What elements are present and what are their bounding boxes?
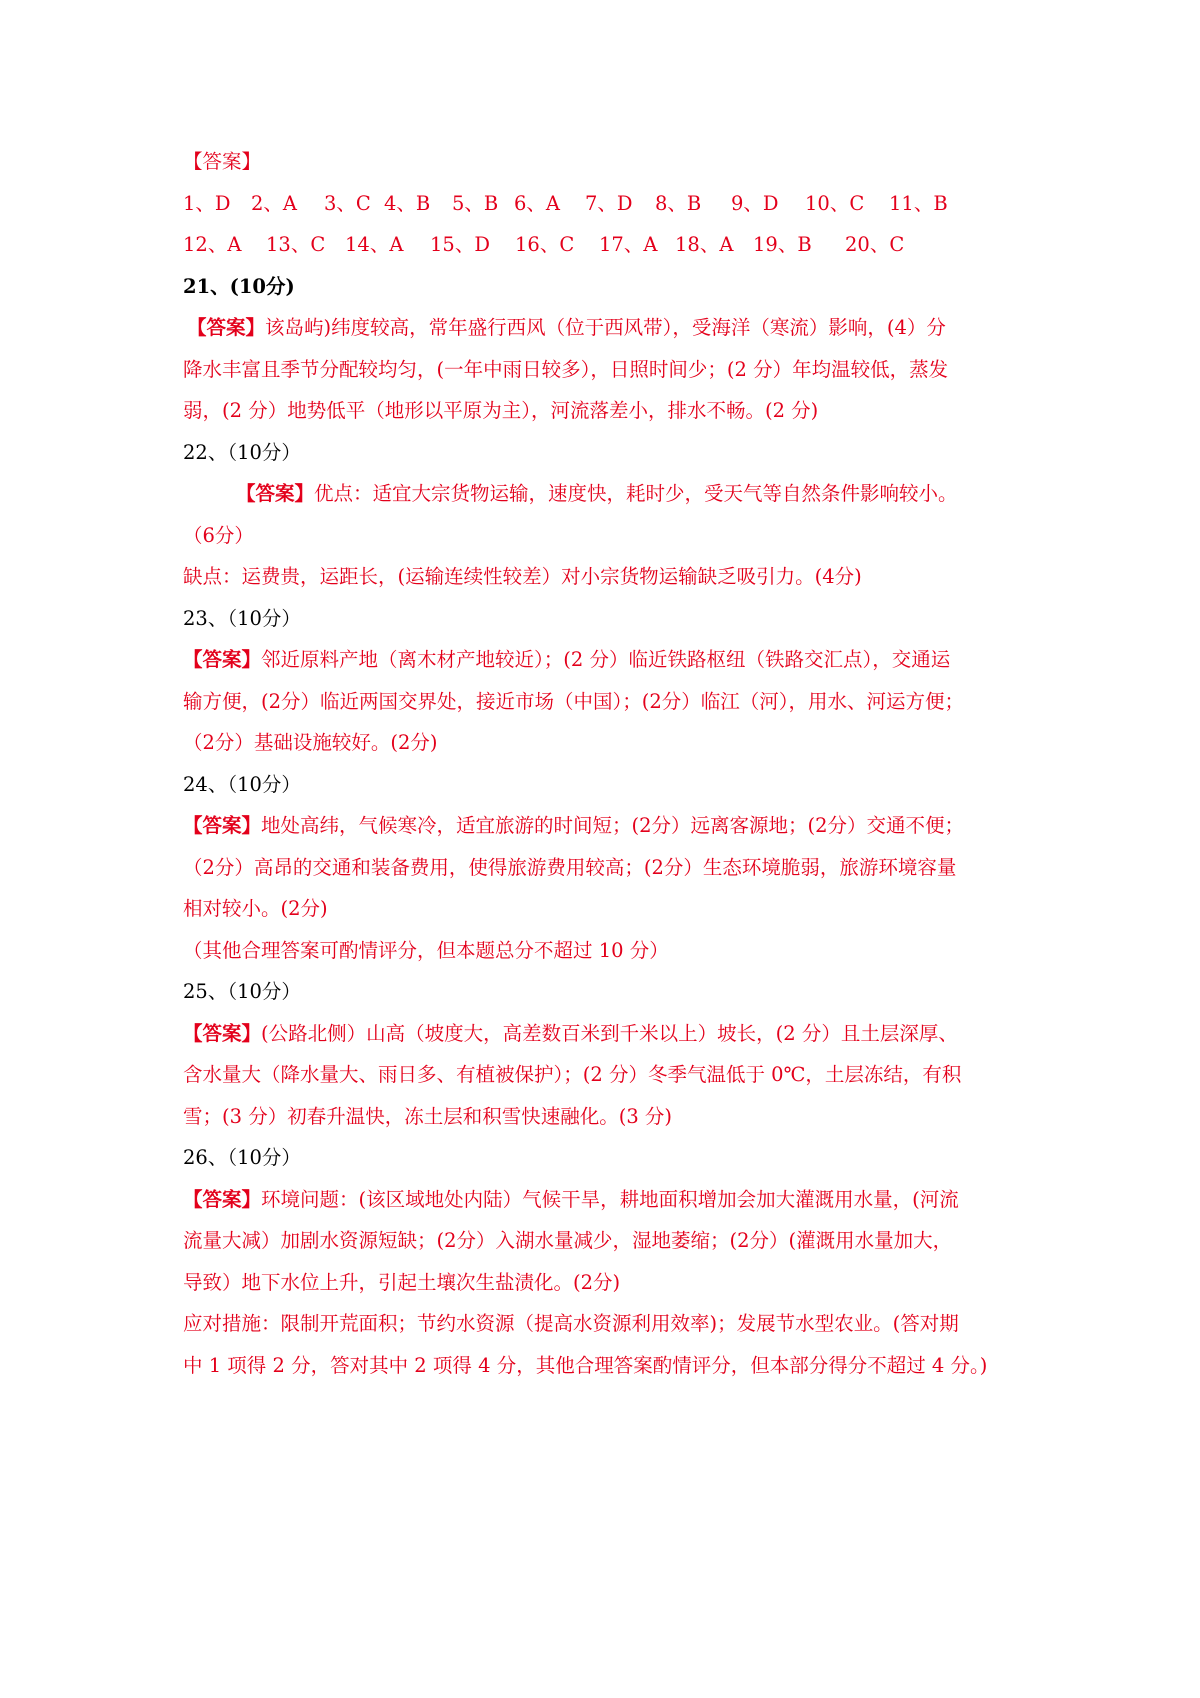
question-26-answer-line: 应对措施：限制开荒面积；节约水资源（提高水资源利用效率)；发展节水型农业。(答对期 xyxy=(183,1312,959,1335)
answer-text: 环境问题：(该区域地处内陆）气候干旱，耕地面积增加会加大灌溉用水量，(河流 xyxy=(261,1187,959,1211)
question-23-answer-line xyxy=(183,639,1033,681)
question-22-answer-line: （6分） xyxy=(183,523,254,547)
mc-answer: 7、D xyxy=(585,191,633,215)
question-24-note: （其他合理答案可酌情评分，但本题总分不超过 10 分） xyxy=(183,938,669,962)
answer-label: 【答案】 xyxy=(183,648,262,671)
question-24-answer-line: 相对较小。(2分) xyxy=(183,897,328,920)
question-24-answer-line: （2分）高昂的交通和装备费用，使得旅游费用较高；(2分）生态环境脆弱，旅游环境容量 xyxy=(183,855,957,879)
mc-answer: 4、B xyxy=(384,191,431,215)
question-22-answer-line: 缺点：运费贵，运距长，(运输连续性较差）对小宗货物运输缺乏吸引力。(4分) xyxy=(183,565,862,588)
question-25-title: 25、（10分） xyxy=(183,980,301,1003)
mc-answer: 13、C xyxy=(266,233,326,256)
answer-text: 地处高纬，气候寒冷，适宜旅游的时间短；(2分）远离客源地；(2分）交通不便； xyxy=(261,814,965,837)
mc-answer: 9、D xyxy=(731,191,779,215)
mc-answer: 6、A xyxy=(514,191,560,215)
answer-text: 邻近原料产地（离木材产地较近）；(2 分）临近铁路枢纽（铁路交汇点），交通运 xyxy=(261,648,951,671)
answer-label: 【答案】 xyxy=(236,482,315,505)
question-26-title: 26、（10分） xyxy=(183,1146,301,1169)
answer-document xyxy=(183,141,1033,1386)
question-24-title: 24、（10分） xyxy=(183,772,301,796)
question-22-title: 22、（10分） xyxy=(183,440,301,464)
question-26-answer-line: 导致）地下水位上升，引起土壤次生盐渍化。(2分) xyxy=(183,1270,621,1294)
mc-answer: 8、B xyxy=(655,191,702,215)
answer-text: (公路北侧）山高（坡度大，高差数百米到千米以上）坡长，(2 分）且土层深厚、 xyxy=(261,1021,958,1045)
mc-answer: 20、C xyxy=(845,233,905,256)
mc-answer: 5、B xyxy=(452,191,499,215)
mc-answer: 10、C xyxy=(805,191,865,215)
question-26-answer-line xyxy=(183,1179,1033,1221)
mc-answer: 2、A xyxy=(251,191,297,215)
question-21-answer-line xyxy=(183,307,1033,349)
mc-answer: 18、A xyxy=(675,233,734,256)
mc-answer: 17、A xyxy=(599,233,658,256)
mc-answer: 3、C xyxy=(324,191,371,215)
question-23-title: 23、（10分） xyxy=(183,606,301,630)
answer-label: 【答案】 xyxy=(183,1187,262,1211)
question-26-answer-line: 流量大减）加剧水资源短缺；(2分）入湖水量减少，湿地萎缩；(2分）(灌溉用水量加大， xyxy=(183,1229,953,1252)
mc-answers-row-2 xyxy=(183,224,1033,266)
question-26-answer-line: 中 1 项得 2 分，答对其中 2 项得 4 分，其他合理答案酌情评分，但本部分得分不超过 4 分。) xyxy=(183,1353,988,1377)
answer-text: 优点：适宜大宗货物运输，速度快，耗时少，受天气等自然条件影响较小。 xyxy=(314,482,958,505)
question-24-answer-line xyxy=(183,805,1033,847)
answer-label: 【答案】 xyxy=(183,814,262,837)
mc-answer: 1、D xyxy=(183,191,231,215)
answer-header: 【答案】 xyxy=(183,150,262,173)
question-21-answer-line: 弱，(2 分）地势低平（地形以平原为主），河流落差小，排水不畅。(2 分) xyxy=(183,399,819,422)
question-21-answer-line: 降水丰富且季节分配较均匀，(一年中雨日较多），日照时间少；(2 分）年均温较低，蒸发 xyxy=(183,357,949,381)
question-21-title: 21、(10分) xyxy=(183,274,295,298)
answer-text: 该岛屿)纬度较高，常年盛行西风（位于西风带），受海洋（寒流）影响，(4）分 xyxy=(265,316,946,339)
mc-answer: 11、B xyxy=(889,191,948,215)
mc-answers-row-1 xyxy=(183,183,1033,225)
question-22-answer-line xyxy=(183,473,1033,515)
mc-answer: 15、D xyxy=(430,233,490,256)
question-23-answer-line: （2分）基础设施较好。(2分) xyxy=(183,731,438,754)
question-23-answer-line: 输方便，(2分）临近两国交界处，接近市场（中国）；(2分）临江（河），用水、河运方便； xyxy=(183,689,965,713)
question-25-answer-line xyxy=(183,1013,1033,1055)
answer-label: 【答案】 xyxy=(183,1021,262,1045)
mc-answer: 12、A xyxy=(183,233,242,256)
question-25-answer-line: 雪；(3 分）初春升温快，冻土层和积雪快速融化。(3 分) xyxy=(183,1104,673,1128)
mc-answer: 19、B xyxy=(753,233,812,256)
question-25-answer-line: 含水量大（降水量大、雨日多、有植被保护）；(2 分）冬季气温低于 0℃，土层冻结，有积 xyxy=(183,1063,962,1086)
answer-label: 【答案】 xyxy=(187,316,266,339)
mc-answer: 16、C xyxy=(515,233,575,256)
mc-answer: 14、A xyxy=(345,233,404,256)
